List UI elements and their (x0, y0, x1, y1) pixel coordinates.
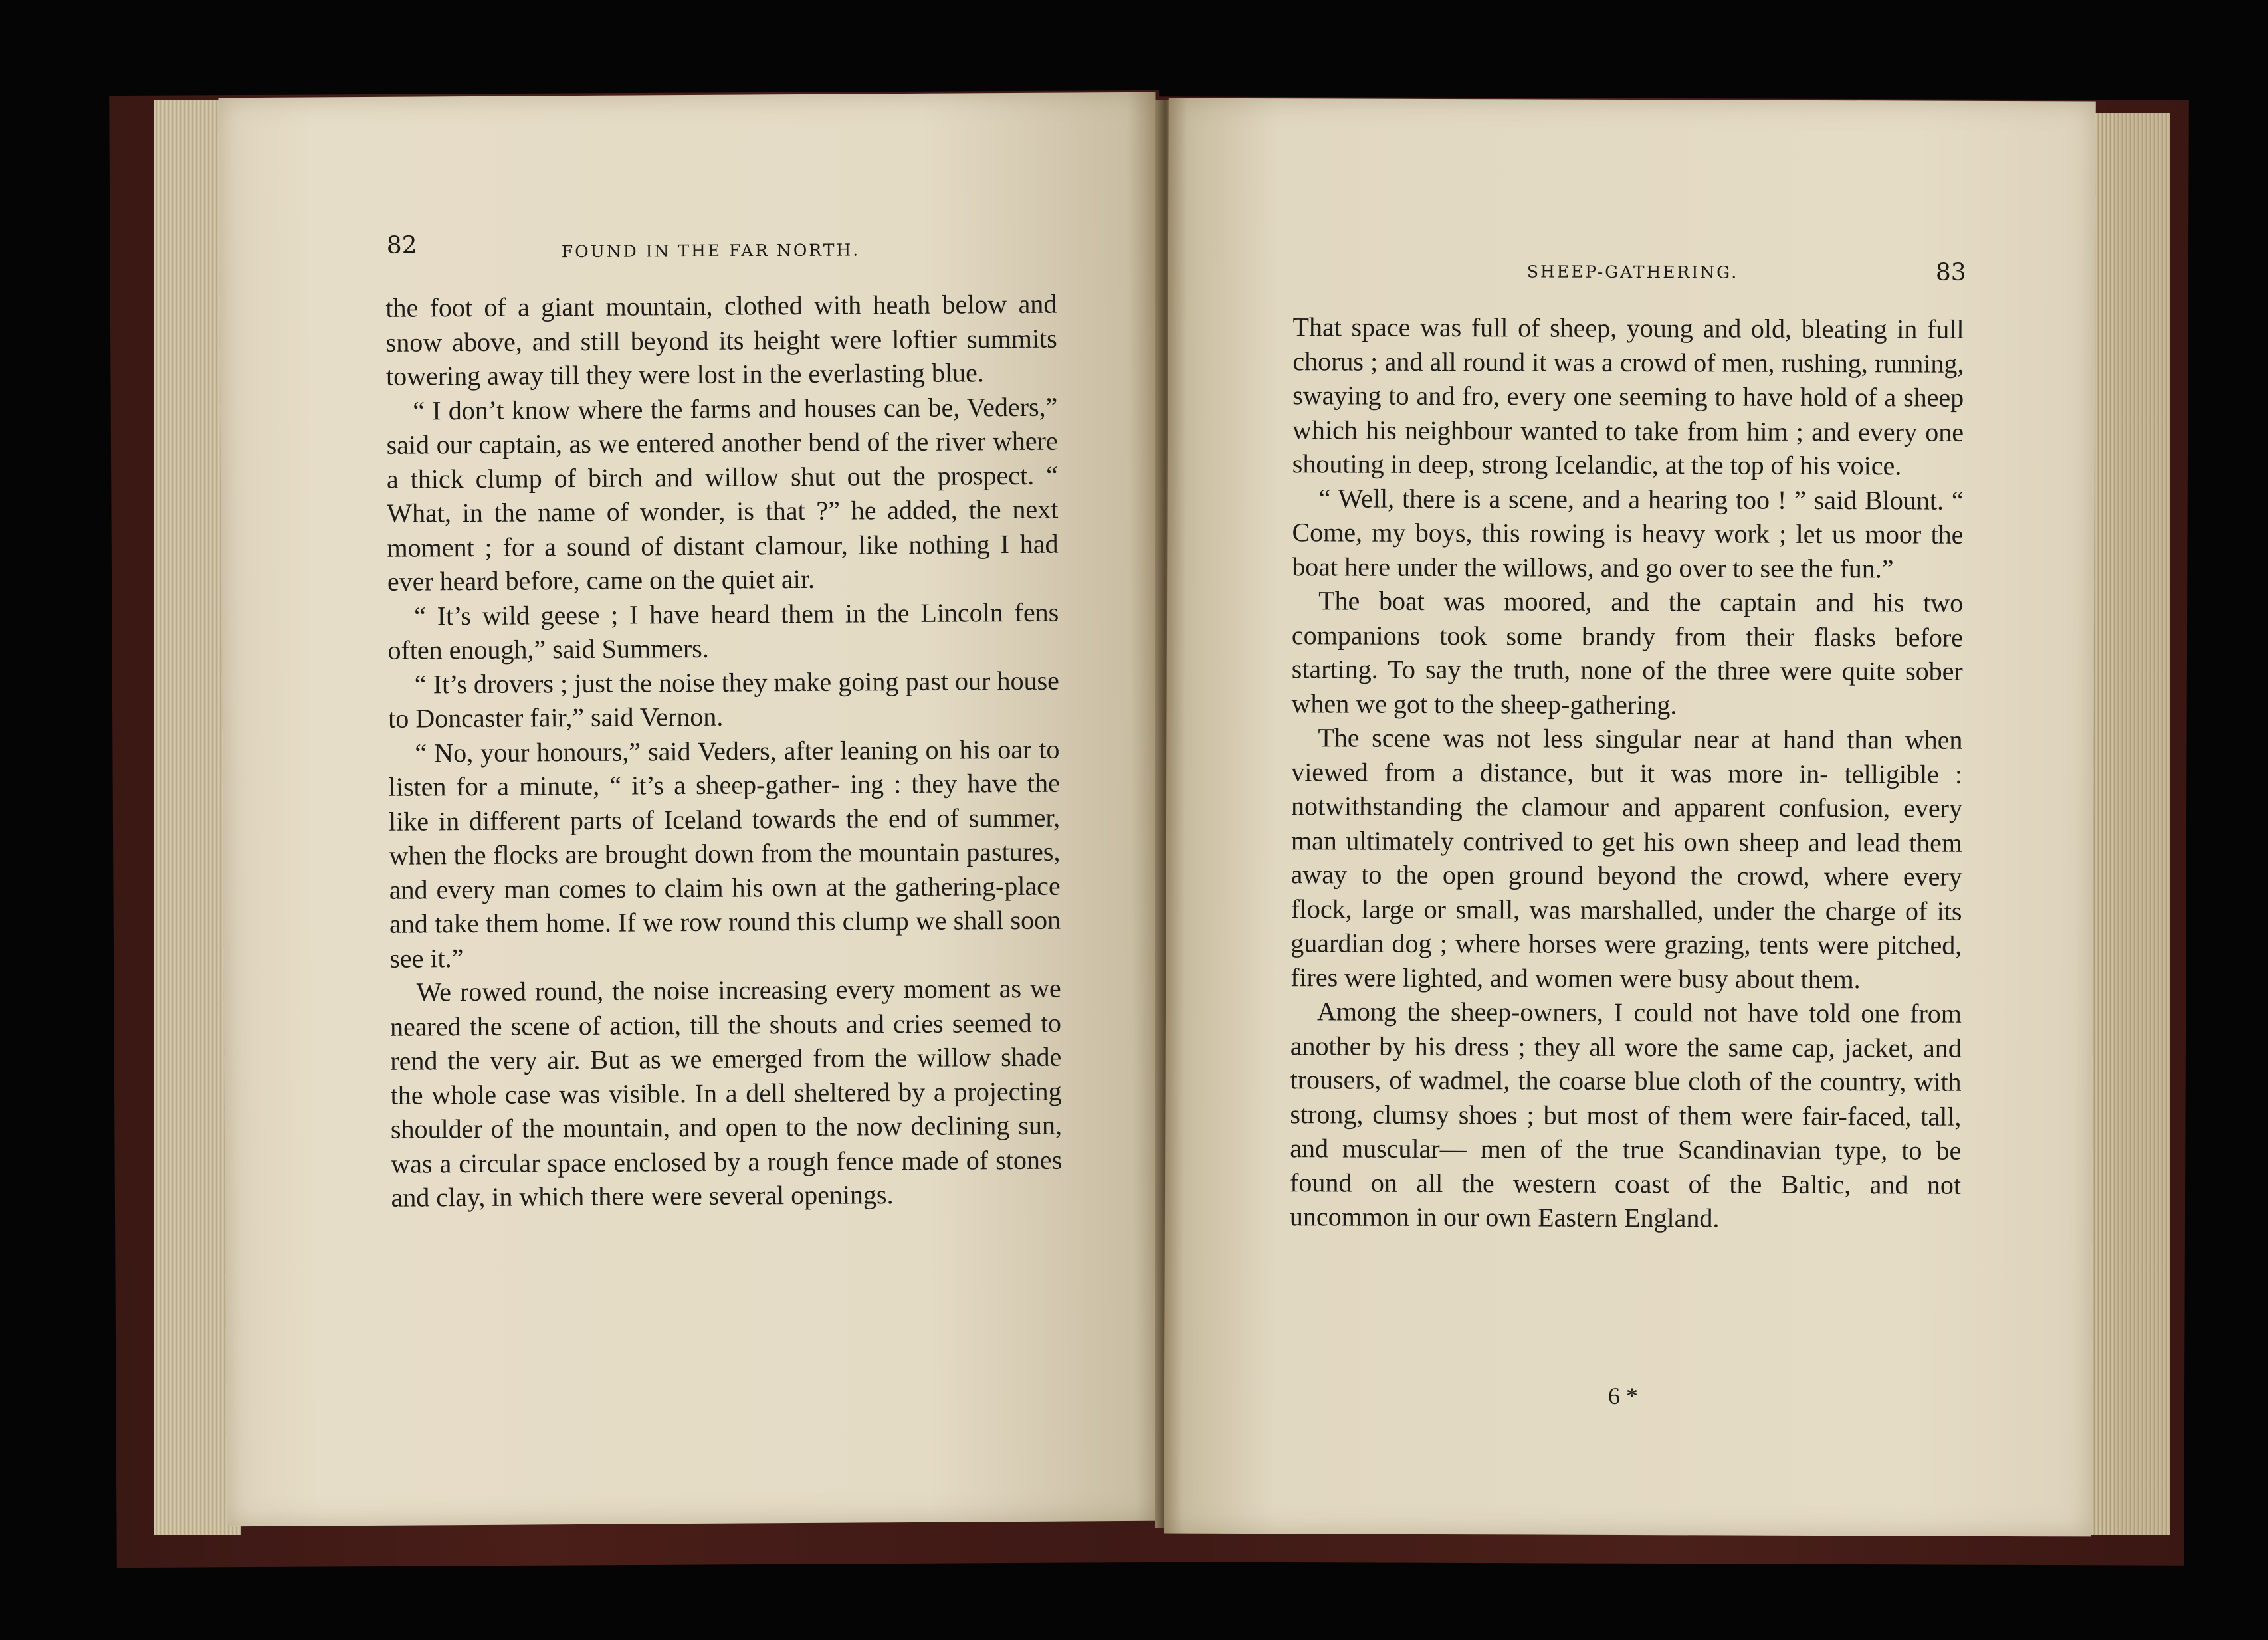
right-paragraph-2: “ Well, there is a scene, and a hearing too ! ” said Blount. “ Come, my boys, this rowing is heavy work ; let us moor the boat here under the willows, and go over to see the fun.” (1292, 482, 1964, 583)
right-page (1164, 98, 2096, 1537)
right-paragraph-3: The boat was moored, and the captain and his two companions took some brandy from their flasks before starting. To say the truth, none of the three were quite sober when we got to the sheep-gathering. (1291, 585, 1964, 720)
left-paragraph-4: “ It’s drovers ; just the noise they make going past our house to Doncaster fair,” said Vernon. (388, 665, 1059, 734)
left-paragraph-2: “ I don’t know where the farms and houses can be, Veders,” said our captain, as we entered another bend of the river where a thick clump of birch and willow shut out the prospect. “ What, in the name of wonder, is that ?” he added, the next moment ; for a sound of distant clamour, like nothing I had ever heard before, came on the quiet air. (386, 391, 1059, 597)
right-text-block (1290, 310, 1964, 1236)
left-page-number: 82 (386, 231, 417, 259)
left-paragraph-1: the foot of a giant mountain, clothed with heath below and snow above, and still beyond its height were loftier summits towering away till they were lost in the everlasting blue. (385, 288, 1057, 391)
left-running-head: FOUND IN THE FAR NORTH. (561, 240, 861, 262)
left-text-block (385, 287, 1062, 1215)
signature-mark: 6 * (1607, 1382, 1639, 1410)
left-paragraph-5: “ No, your honours,” said Veders, after leaning on his oar to listen for a minute, “ it’s a sheep-gather- ing : they have the like in different parts of Iceland towards the end of summer, when the flocks are brought down from the mountain pastures, and every man comes to claim his own at the gathering-place and take them home. If we row round this clump we shall soon see it.” (388, 734, 1061, 974)
left-page (218, 92, 1164, 1527)
left-paragraph-6: We rowed round, the noise increasing every moment as we neared the scene of action, till the shouts and cries seemed to rend the very air. But as we emerged from the willow shade the whole case was visible. In a dell sheltered by a projecting shoulder of the mountain, and open to the now declining sun, was a circular space enclosed by a rough fence made of stones and clay, in which there were several openings. (389, 973, 1063, 1213)
right-running-head: SHEEP-GATHERING. (1526, 262, 1739, 282)
right-paragraph-5: Among the sheep-owners, I could not have told one from another by his dress ; they all wore the same cap, jacket, and trousers, of wadmel, the coarse blue cloth of the country, with strong, clumsy shoes ; but most of them were fair-faced, tall, and muscular— men of the true Scandinavian type, to be found on all the western coast of the Baltic, and not uncommon in our own Eastern England. (1289, 996, 1962, 1233)
right-paragraph-4: The scene was not less singular near at hand than when viewed from a distance, but it was more in- telligible : notwithstanding the clamour and apparent confusion, every man ultimately contrived to get his own sheep and lead them away to the open ground beyond the crowd, where every flock, large or small, was marshalled, under the charge of its guardian dog ; where horses were grazing, tents were pitched, fires were lighted, and women were busy about them. (1290, 722, 1963, 994)
left-paragraph-3: “ It’s wild geese ; I have heard them in the Lincoln fens often enough,” said Summers. (387, 597, 1059, 665)
right-page-number: 83 (1935, 258, 1966, 286)
right-paragraph-1: That space was full of sheep, young and old, bleating in full chorus ; and all round it was a crowd of men, rushing, running, swaying to and fro, every one seeming to have hold of a sheep which his neighbour wanted to take from him ; and every one shouting in deep, strong Icelandic, at the top of his voice. (1292, 312, 1964, 481)
